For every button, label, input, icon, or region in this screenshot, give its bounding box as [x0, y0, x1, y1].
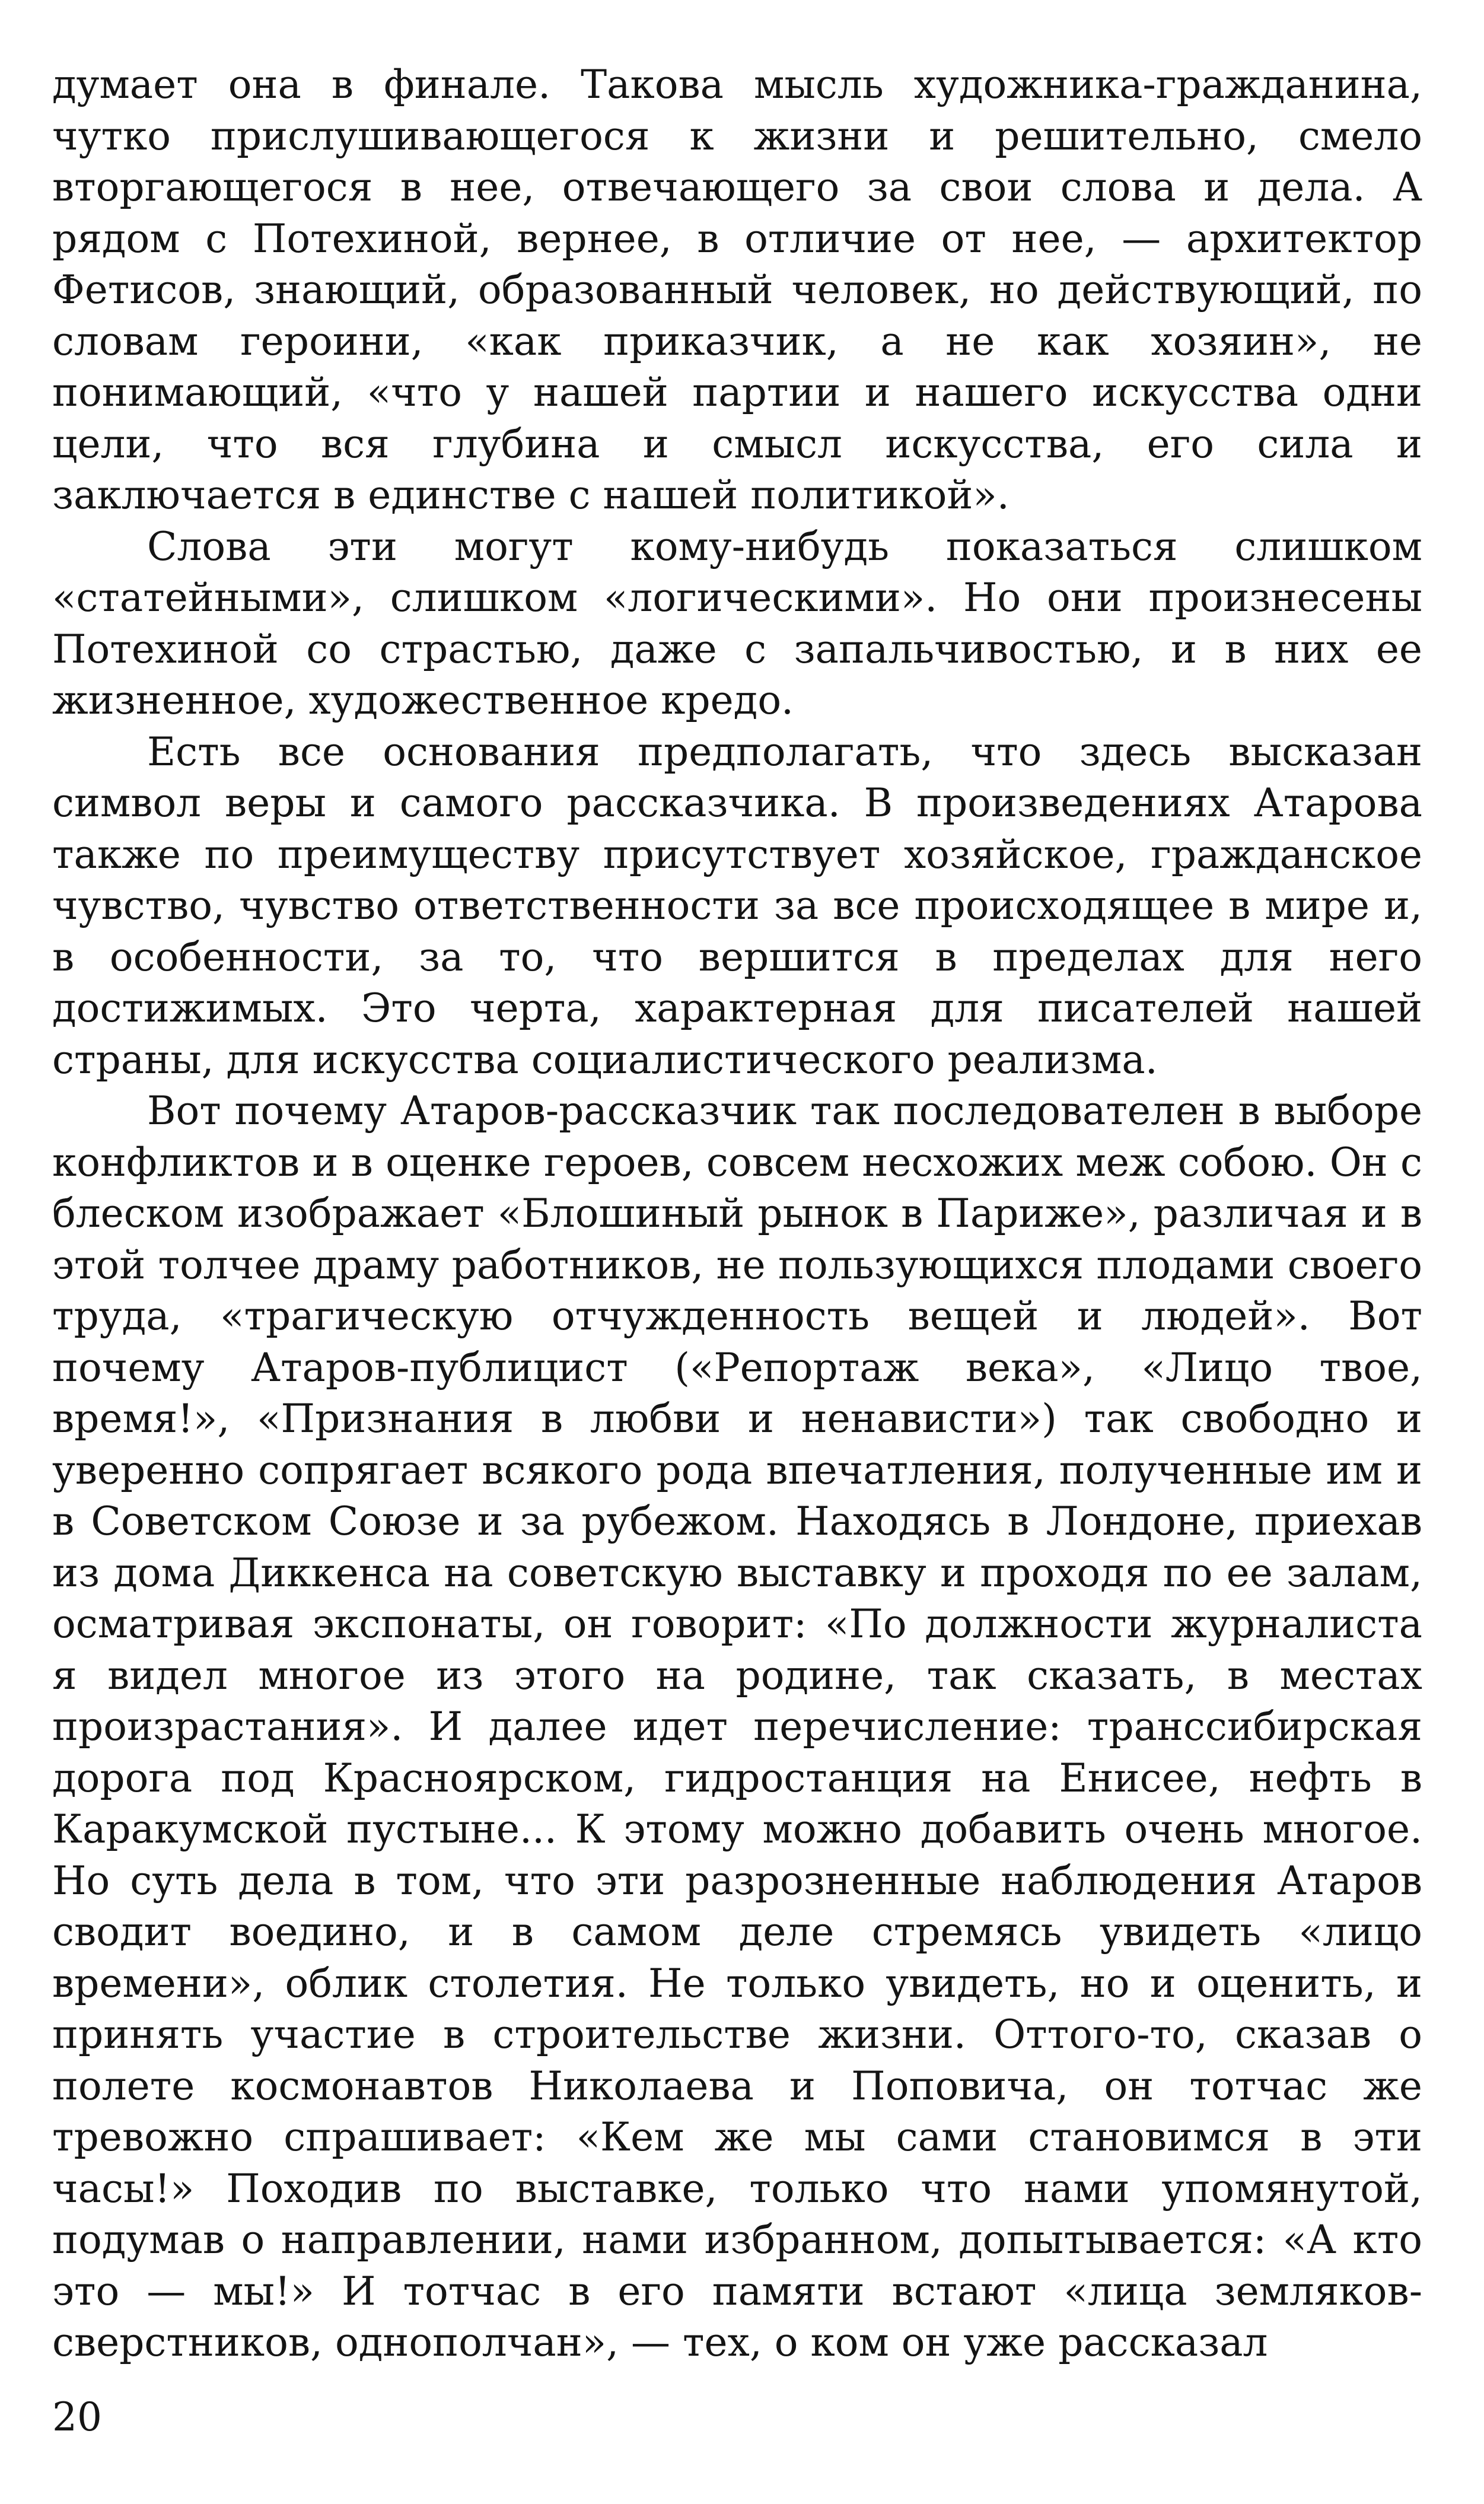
paragraph: Есть все основания предполагать, что здесь высказан символ веры и самого рассказчика. В произведениях Атарова также по преимуществу присутствует хозяйское, гражданское чувство, чувство ответственности за все происходящее в мире и, в особенности, за то, что вершится в пределах для него достижимых. Это черта, характерная для писателей нашей страны, для искусства социалистического реализма.	[52, 728, 1422, 1083]
paragraph-continuation: думает она в финале. Такова мысль художника-гражданина, чутко прислушивающегося к жизни и решительно, смело вторгающегося в нее, отвечающего за свои слова и дела. А рядом с Потехиной, вернее, в отличие от нее, — архитектор Фетисов, знающий, образованный человек, но действующий, по словам героини, «как приказчик, а не как хозяин», не понимающий, «что у нашей партии и нашего искусства одни цели, что вся глубина и смысл искусства, его сила и заключается в единстве с нашей политикой».	[52, 62, 1422, 518]
page-body	[52, 59, 1422, 2369]
paragraph: Вот почему Атаров-рассказчик так последователен в выборе конфликтов и в оценке героев, совсем несхожих меж собою. Он с блеском изображает «Блошиный рынок в Париже», различая и в этой толчее драму работников, не пользующихся плодами своего труда, «трагическую отчужденность вещей и людей». Вот почему Атаров-публицист («Репортаж века», «Лицо твое, время!», «Признания в любви и ненависти») так свободно и уверенно сопрягает всякого рода впечатления, полученные им и в Советском Союзе и за рубежом. Находясь в Лондоне, приехав из дома Диккенса на советскую выставку и проходя по ее залам, осматривая экспонаты, он говорит: «По должности журналиста я видел многое из этого на родине, так сказать, в местах произрастания». И далее идет перечисление: транссибирская дорога под Красноярском, гидростанция на Енисее, нефть в Каракумской пустыне... К этому можно добавить очень многое. Но суть дела в том, что эти разрозненные наблюдения Атаров сводит воедино, и в самом деле стремясь увидеть «лицо времени», облик столетия. Не только увидеть, но и оценить, и принять участие в строительстве жизни. Оттого-то, сказав о полете космонавтов Николаева и Поповича, он тотчас же тревожно спрашивает: «Кем же мы сами становимся в эти часы!» Походив по выставке, только что нами упомянутой, подумав о направлении, нами избранном, допытывается: «А кто это — мы!» И тотчас в его памяти встают «лица земляков-сверстников, однополчан», — тех, о ком он уже рассказал	[52, 1088, 1422, 2365]
paragraph: Слова эти могут кому-нибудь показаться слишком «статейными», слишком «логическими». Но они произнесены Потехиной со страстью, даже с запальчивостью, и в них ее жизненное, художественное кредо.	[52, 523, 1422, 723]
page-number: 20	[52, 2394, 102, 2440]
